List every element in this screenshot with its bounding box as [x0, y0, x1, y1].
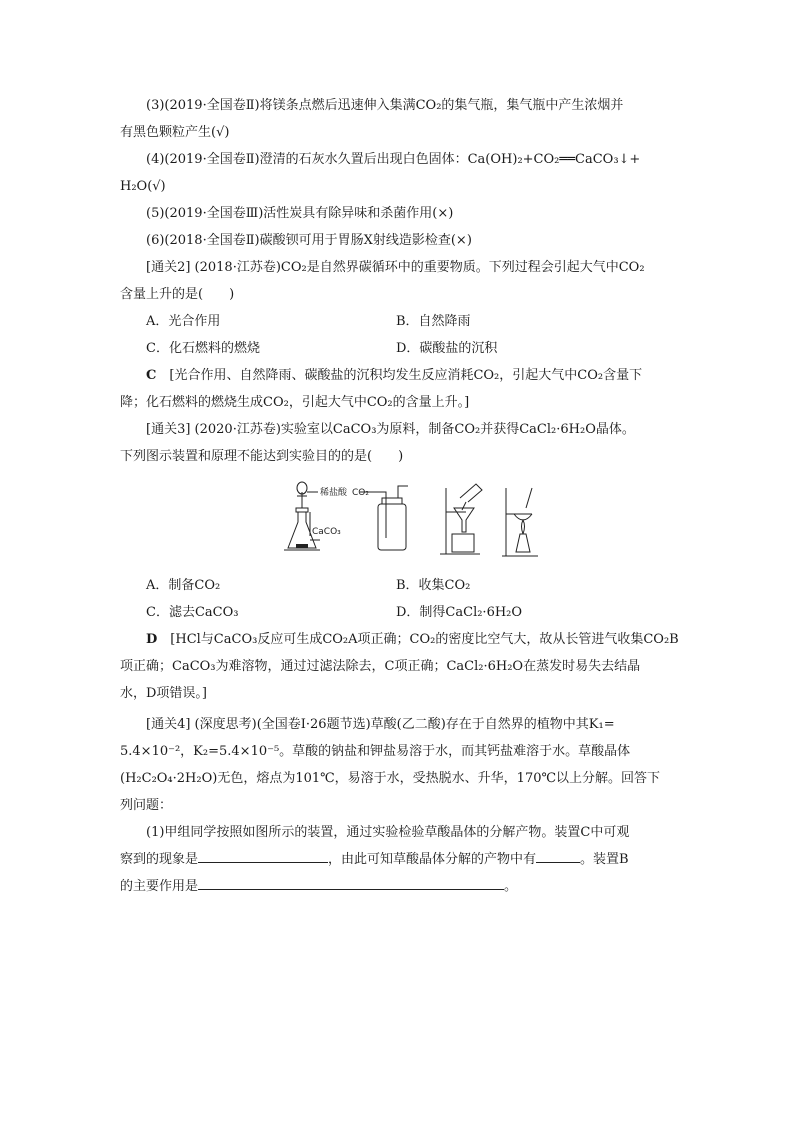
answer-letter: C: [146, 368, 157, 383]
answer-explanation: [HCl与CaCO₃反应可生成CO₂A项正确；CO₂的密度比空气大，故从长管进气收集CO₂B: [170, 632, 679, 647]
tongguan4-q1-line3: [120, 873, 676, 900]
tongguan4-line1: [通关4] (深度思考)(全国卷Ⅰ·26题节选)草酸(乙二酸)存在于自然界的植物中其K₁=: [146, 717, 615, 732]
q4-line2: H₂O(√): [120, 179, 166, 194]
glass-rod-icon: [526, 488, 532, 508]
tongguan2-options-row1: [120, 308, 676, 335]
option-c: C．滤去CaCO₃: [146, 605, 239, 620]
tongguan4-line4: 列问题：: [120, 798, 173, 813]
stopper-icon: [296, 508, 308, 512]
text-fragment: 的主要作用是: [120, 879, 199, 894]
tongguan3-answer-line3: 水，D项错误。]: [120, 686, 207, 701]
option-a: A．光合作用: [146, 314, 221, 329]
option-b: B．收集CO₂: [396, 578, 471, 593]
document-page: [120, 92, 679, 900]
tongguan3-answer-line2: 项正确；CaCO₃为难溶物，通过过滤法除去，C项正确；CaCl₂·6H₂O在蒸发时易失去结晶: [120, 659, 641, 674]
option-a: A．制备CO₂: [146, 578, 221, 593]
answer-letter: D: [146, 632, 158, 647]
q6-line: (6)(2018·全国卷Ⅱ)碳酸钡可用于胃肠X射线造影检查(×): [146, 233, 472, 248]
text-fragment: 察到的现象是: [120, 852, 199, 867]
tongguan2-line2: 含量上升的是( ): [120, 287, 235, 302]
tongguan3-line2: 下列图示装置和原理不能达到实验目的的是( ): [120, 449, 404, 464]
tongguan3-options-row1: [120, 572, 676, 599]
q5-line: (5)(2019·全国卷Ⅲ)活性炭具有除异味和杀菌作用(×): [146, 206, 454, 221]
answer-blank-2[interactable]: [536, 848, 580, 863]
pouring-beaker-icon: [460, 484, 482, 502]
alcohol-lamp-icon: [516, 534, 530, 552]
tongguan3-line1: [通关3] (2020·江苏卷)实验室以CaCO₃为原料，制备CO₂并获得CaCl₂·6H₂O晶体。: [146, 422, 635, 437]
tongguan2-options-row2: [120, 335, 676, 362]
option-d: D．碳酸盐的沉积: [396, 341, 498, 356]
beaker-icon: [452, 534, 474, 552]
answer-explanation: [光合作用、自然降雨、碳酸盐的沉积均发生反应消耗CO₂，引起大气中CO₂含量下: [169, 368, 643, 383]
tongguan2-answer-line1: [120, 362, 676, 389]
q3-line2: 有黑色颗粒产生(√): [120, 125, 230, 140]
q3-line1: (3)(2019·全国卷Ⅱ)将镁条点燃后迅速伸入集满CO₂的集气瓶，集气瓶中产生浓烟并: [146, 98, 624, 113]
caco3-solid-icon: [296, 544, 308, 548]
text-fragment: ，由此可知草酸晶体分解的产物中有: [328, 852, 537, 867]
tongguan2-line1: [通关2] (2018·江苏卷)CO₂是自然界碳循环中的重要物质。下列过程会引起大气中CO₂: [146, 260, 645, 275]
flame-icon: [522, 520, 525, 534]
gas-bottle-icon: [378, 504, 406, 550]
apparatus-figure: [120, 478, 676, 566]
tongguan3-options-row2: [120, 599, 676, 626]
option-b: B．自然降雨: [396, 314, 471, 329]
text-fragment: 。装置B: [580, 852, 629, 867]
long-inlet-tube-icon: [366, 492, 386, 538]
short-outlet-tube-icon: [398, 486, 408, 498]
answer-blank-3[interactable]: [198, 875, 504, 890]
tongguan4-line3: (H₂C₂O₄·2H₂O)无色，熔点为101℃，易溶于水，受热脱水、升华，170℃以上分解。回答下: [120, 771, 661, 786]
tongguan2-answer-line2: 降；化石燃料的燃烧生成CO₂，引起大气中CO₂的含量上升。]: [120, 395, 470, 410]
text-fragment: 。: [504, 879, 518, 894]
bottle-stopper-icon: [382, 498, 402, 504]
label-caco3: CaCO₃: [312, 527, 341, 537]
label-acid: 稀盐酸: [320, 488, 348, 498]
q4-line1: (4)(2019·全国卷Ⅱ)澄清的石灰水久置后出现白色固体：Ca(OH)₂+CO₂══CaCO₃↓+: [146, 152, 641, 167]
option-d: D．制得CaCl₂·6H₂O: [396, 605, 523, 620]
tongguan3-answer-line1: [120, 626, 679, 653]
tongguan4-q1-line2: [120, 846, 676, 873]
apparatus-illustration: [270, 478, 540, 566]
label-co2: CO₂: [352, 488, 369, 498]
option-c: C．化石燃料的燃烧: [146, 341, 260, 356]
tongguan4-q1-line1: (1)甲组同学按照如图所示的装置，通过实验检验草酸晶体的分解产物。装置C中可观: [146, 825, 630, 840]
tongguan4-line2: 5.4×10⁻²，K₂=5.4×10⁻⁵。草酸的钠盐和钾盐易溶于水，而其钙盐难溶于水。草酸晶体: [120, 744, 631, 759]
answer-blank-1[interactable]: [198, 848, 328, 863]
